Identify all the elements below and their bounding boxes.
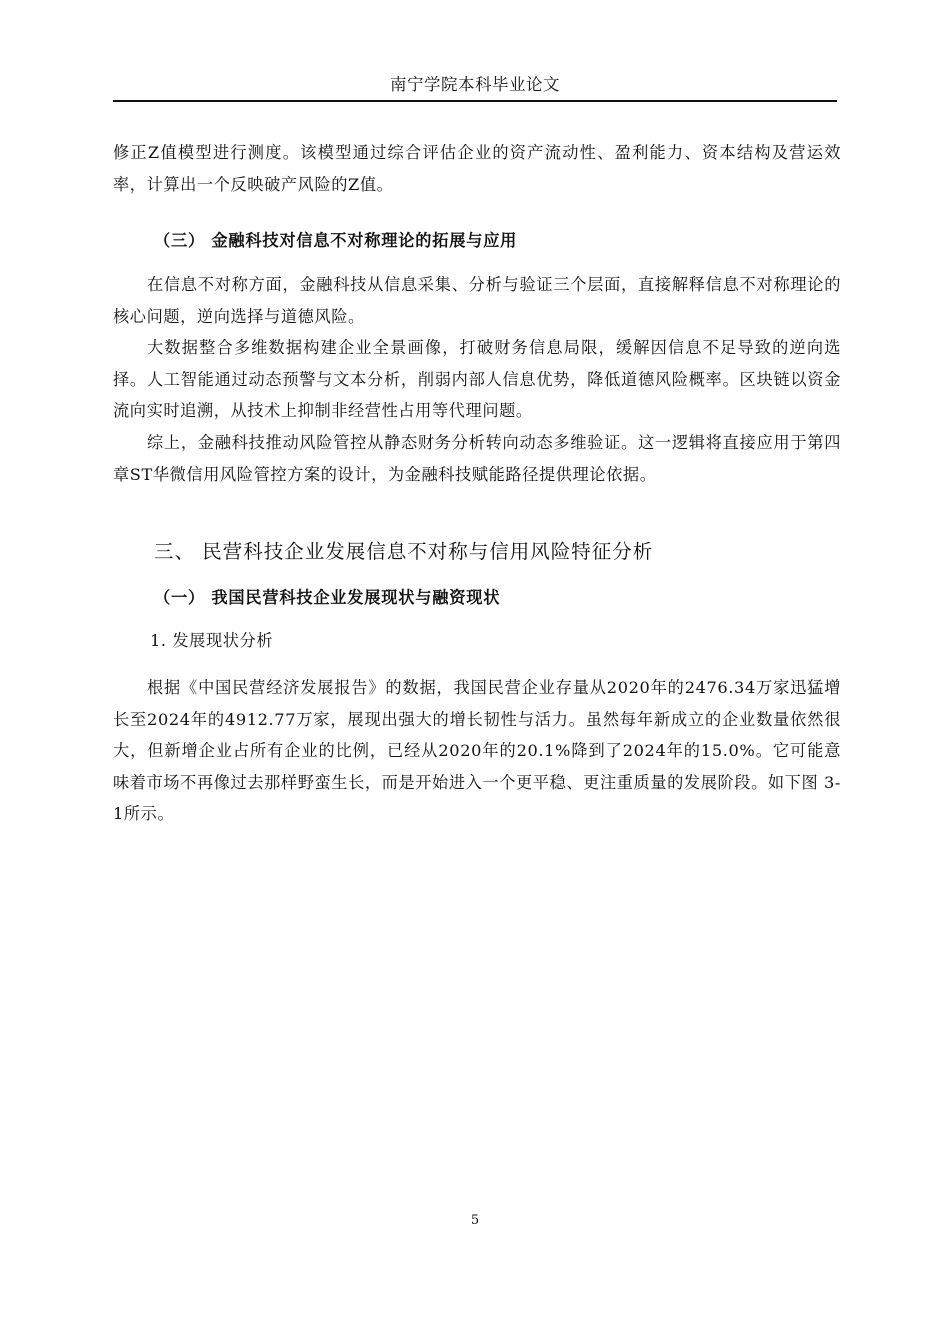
paragraph-summary: 综上，金融科技推动风险管控从静态财务分析转向动态多维验证。这一逻辑将直接应用于第四章ST华微信用风险管控方案的设计，为金融科技赋能路径提供理论依据。 (113, 433, 841, 484)
paragraph-big-data-ai-blockchain: 大数据整合多维数据构建企业全景画像，打破财务信息局限，缓解因信息不足导致的逆向选择。人工智能通过动态预警与文本分析，削弱内部人信息优势，降低道德风险概率。区块链以资金流向实时追溯，从技术上抑制非经营性占用等代理问题。 (113, 338, 841, 420)
section-heading-3: 三、 民营科技企业发展信息不对称与信用风险特征分析 (154, 540, 654, 563)
running-header: 南宁学院本科毕业论文 (390, 75, 560, 94)
subheading-fintech-theory: （三） 金融科技对信息不对称理论的拓展与应用 (154, 231, 518, 250)
paragraph-info-asymmetry: 在信息不对称方面，金融科技从信息采集、分析与验证三个层面，直接解释信息不对称理论的核心问题，逆向选择与道德风险。 (113, 275, 841, 326)
page-number: 5 (470, 1213, 480, 1228)
subheading-development-status: （一） 我国民营科技企业发展现状与融资现状 (154, 588, 501, 607)
numbered-heading-1: 1. 发展现状分析 (150, 631, 274, 650)
paragraph-z-model: 修正Z值模型进行测度。该模型通过综合评估企业的资产流动性、盈利能力、资本结构及营运效率，计算出一个反映破产风险的Z值。 (113, 143, 841, 194)
header-rule (113, 100, 837, 102)
paragraph-private-enterprise-data: 根据《中国民营经济发展报告》的数据，我国民营企业存量从2020年的2476.34万家迅猛增长至2024年的4912.77万家，展现出强大的增长韧性与活力。虽然每年新成立的企业数量依然很大，但新增企业占所有企业的比例，已经从2020年的20.1%降到了2024年的15.0%。它可能意味着市场不再像过去那样野蛮生长，而是开始进入一个更平稳、更注重质量的发展阶段。如下图 3- 1所示。 (113, 678, 841, 823)
